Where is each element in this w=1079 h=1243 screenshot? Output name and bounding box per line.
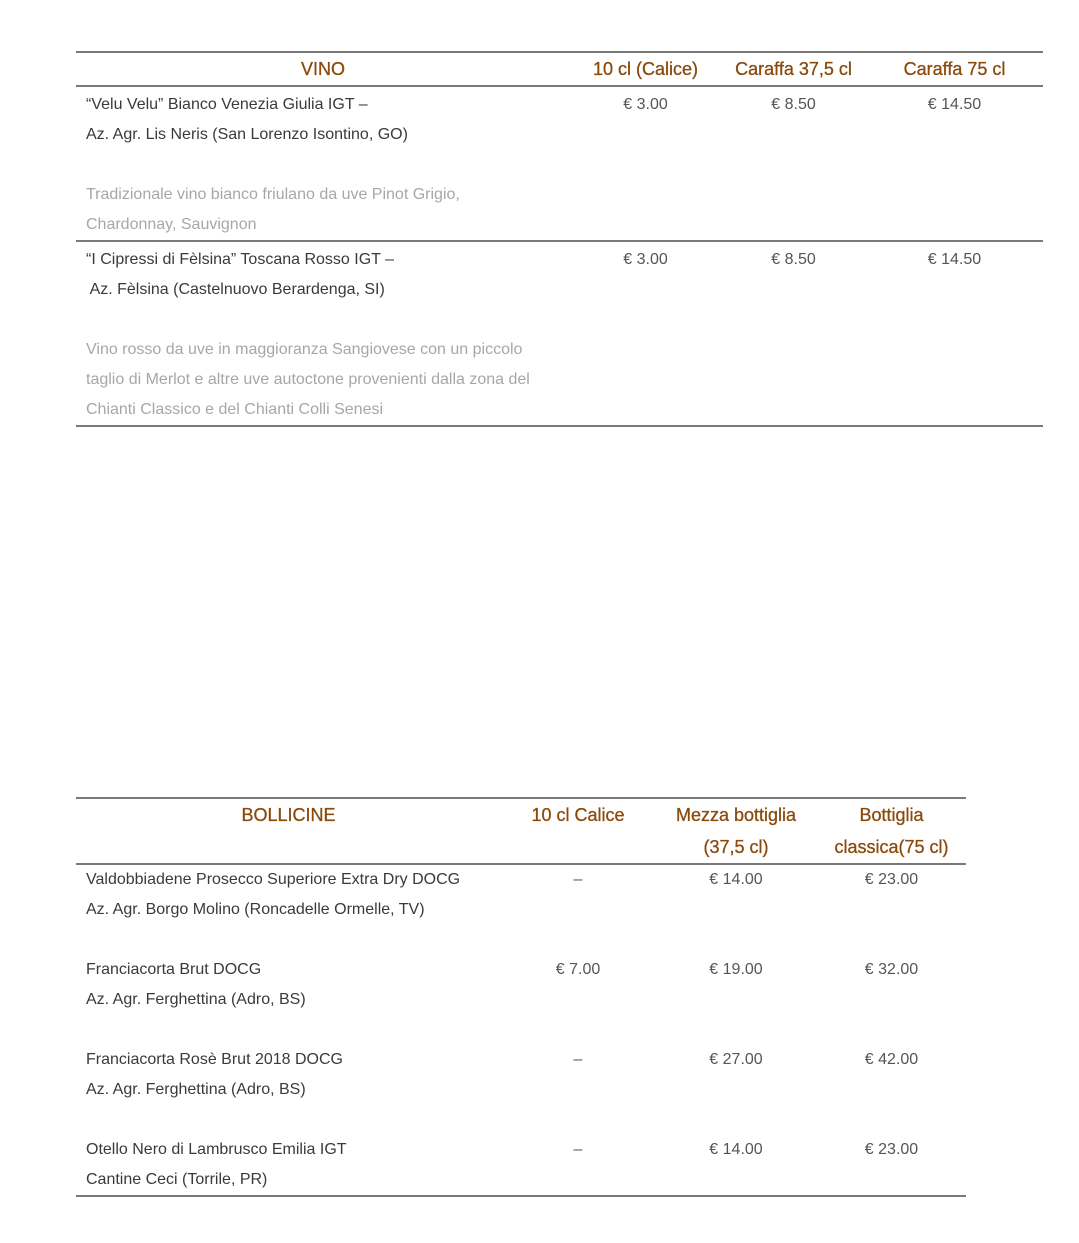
sparkling-name: Franciacorta Brut DOCG — [86, 961, 262, 978]
price-carafe-full: € 14.50 — [866, 241, 1043, 426]
bollicine-table — [76, 797, 966, 1197]
sparkling-cell — [76, 1045, 501, 1135]
wine-description: Chianti Classico e del Chianti Colli Senesi — [86, 401, 384, 418]
wine-cell — [76, 241, 570, 426]
price-glass: – — [573, 1051, 583, 1068]
sparkling-name: Otello Nero di Lambrusco Emilia IGT — [86, 1141, 347, 1158]
bollicine-header-row — [76, 798, 966, 864]
sparkling-producer: Az. Agr. Ferghettina (Adro, BS) — [86, 1081, 306, 1098]
price-half-bottle: € 14.00 — [709, 1141, 763, 1158]
sparkling-cell — [76, 1135, 501, 1196]
vino-table — [76, 51, 1043, 427]
price-half-bottle: € 27.00 — [709, 1051, 763, 1068]
vino-header-carafe-half: Caraffa 37,5 cl — [721, 52, 866, 86]
price-carafe-half: € 8.50 — [721, 241, 866, 426]
sparkling-row — [76, 955, 966, 1045]
spacer — [86, 305, 570, 335]
bollicine-header-name: BOLLICINE — [76, 798, 501, 864]
wine-description: Vino rosso da uve in maggioranza Sangiovese con un piccolo — [86, 341, 523, 358]
wine-row — [76, 86, 1043, 241]
price-bottle: € 23.00 — [864, 1141, 919, 1158]
price-glass: € 3.00 — [570, 241, 721, 426]
sparkling-name: Valdobbiadene Prosecco Superiore Extra Dry DOCG — [86, 871, 461, 888]
price-carafe-half: € 8.50 — [771, 96, 816, 113]
vino-header-glass: 10 cl (Calice) — [570, 52, 721, 86]
bollicine-header-half-bottle — [655, 798, 817, 864]
wine-name: “I Cipressi di Fèlsina” Toscana Rosso IGT – — [86, 251, 394, 268]
price-glass: – — [573, 1141, 583, 1158]
wine-description: Chardonnay, Sauvignon — [86, 216, 257, 233]
wine-cell — [76, 86, 570, 241]
sparkling-producer: Az. Agr. Borgo Molino (Roncadelle Ormelle, TV) — [86, 901, 425, 918]
sparkling-cell — [76, 864, 501, 955]
wine-description: taglio di Merlot e altre uve autoctone provenienti dalla zona del — [86, 371, 530, 388]
sparkling-row — [76, 1135, 966, 1196]
vino-header-row — [76, 52, 1043, 86]
price-bottle: € 23.00 — [864, 871, 919, 888]
header-line: Mezza bottiglia — [675, 805, 797, 825]
wine-row — [76, 241, 1043, 426]
spacer — [86, 1105, 501, 1135]
wine-name: “Velu Velu” Bianco Venezia Giulia IGT – — [86, 96, 368, 113]
price-half-bottle: € 19.00 — [709, 961, 763, 978]
price-bottle: € 32.00 — [864, 961, 919, 978]
bollicine-header-bottle — [817, 798, 966, 864]
price-half-bottle: € 14.00 — [709, 871, 763, 888]
spacer — [86, 150, 570, 180]
price-glass: € 7.00 — [555, 961, 601, 978]
spacer — [86, 1015, 501, 1045]
wine-description: Tradizionale vino bianco friulano da uve Pinot Grigio, — [86, 186, 460, 203]
wine-producer: Az. Fèlsina (Castelnuovo Berardenga, SI) — [86, 281, 385, 298]
bollicine-header-glass: 10 cl Calice — [501, 798, 655, 864]
wine-producer: Az. Agr. Lis Neris (San Lorenzo Isontino, GO) — [86, 126, 408, 143]
spacer — [86, 925, 501, 955]
price-glass: € 3.00 — [623, 96, 668, 113]
sparkling-name: Franciacorta Rosè Brut 2018 DOCG — [86, 1051, 343, 1068]
price-bottle: € 42.00 — [864, 1051, 919, 1068]
sparkling-producer: Cantine Ceci (Torrile, PR) — [86, 1171, 268, 1188]
sparkling-row — [76, 1045, 966, 1135]
vino-header-name: VINO — [76, 52, 570, 86]
sparkling-row — [76, 864, 966, 955]
header-line: (37,5 cl) — [703, 837, 769, 857]
price-carafe-full: € 14.50 — [927, 96, 982, 113]
sparkling-producer: Az. Agr. Ferghettina (Adro, BS) — [86, 991, 306, 1008]
header-line: classica(75 cl) — [834, 837, 949, 857]
vino-header-carafe-full: Caraffa 75 cl — [866, 52, 1043, 86]
price-glass: – — [573, 871, 583, 888]
sparkling-cell — [76, 955, 501, 1045]
header-line: Bottiglia — [859, 805, 924, 825]
